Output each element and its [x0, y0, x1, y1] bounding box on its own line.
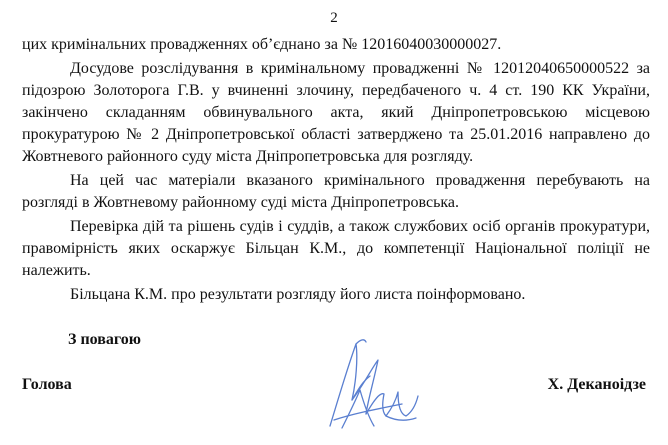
paragraph-notification: Більцана К.М. про результати розгляду його листа поінформовано.	[70, 286, 526, 303]
page-number: 2	[330, 10, 338, 26]
letter-body	[22, 34, 650, 306]
paragraph-current-status: На цей час матеріали вказаного кримінального провадження перебувають на розгляді в Жовтневому районному суді міста Дніпропетровська.	[22, 172, 650, 211]
paragraph-continuation: цих кримінальних провадженнях об’єднано за № 12016040030000027.	[22, 36, 502, 53]
handwritten-signature	[312, 330, 432, 440]
signatory-title: Голова	[22, 376, 72, 393]
paragraph-investigation: Досудове розслідування в кримінальному провадженні № 12012040650000522 за підозрою Золоторога Г.В. у вчиненні злочину, передбаченого ч. 4 ст. 190 КК України, закінчено складанням обвинувального акта, який Дніпропетровською місцевою прокуратурою № 2 Дніпропетровської області затверджено та 25.01.2016 направлено до Жовтневого районного суду міста Дніпропетровська для розгляду.	[22, 60, 650, 165]
signatory-name: Х. Деканоідзе	[547, 376, 646, 393]
signature-greeting: З повагою	[68, 331, 141, 348]
paragraph-competence: Перевірка дій та рішень судів і суддів, а також службових осіб органів прокуратури, правомірність яких оскаржує Більцан К.М., до компетенції Національної поліції не належить.	[22, 218, 650, 279]
